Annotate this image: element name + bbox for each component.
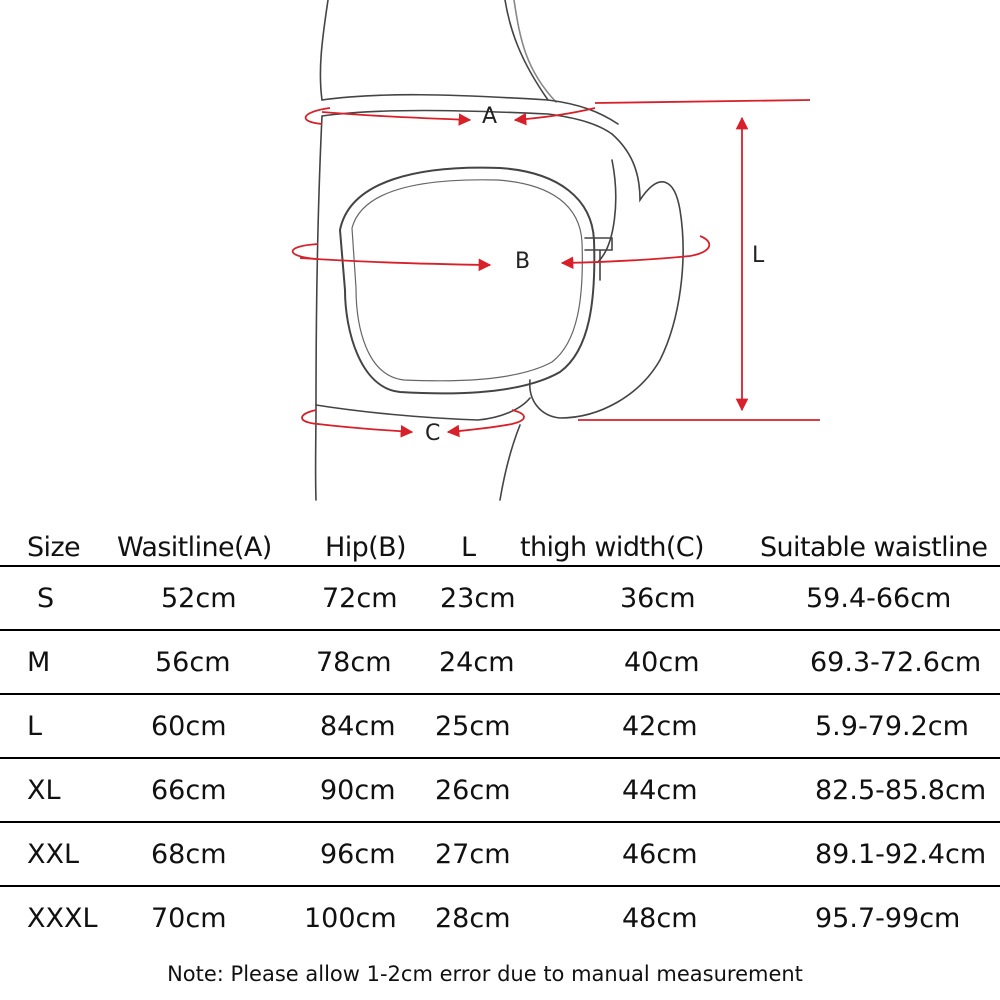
measure-thigh-c (302, 410, 524, 432)
cell-suitable-waistline: 89.1-92.4cm (748, 822, 1000, 886)
cell-thigh-width: 40cm (518, 630, 748, 694)
cell-hip: 96cm (300, 822, 418, 886)
label-b: B (515, 249, 531, 274)
cell-length: 27cm (418, 822, 518, 886)
cell-size: XXXL (27, 902, 98, 934)
table-row (0, 758, 1000, 822)
cell-hip: 100cm (304, 902, 397, 934)
cell-waistline: 56cm (105, 630, 300, 694)
cell-length: 24cm (418, 630, 518, 694)
table-row (0, 822, 1000, 886)
cell-waistline: 68cm (105, 822, 300, 886)
cell-hip: 90cm (300, 758, 418, 822)
cell-suitable-waistline: 59.4-66cm (748, 566, 1000, 630)
cell-length: 23cm (418, 566, 518, 630)
table-row (0, 630, 1000, 694)
cell-length: 28cm (435, 902, 511, 934)
cell-size: XXL (0, 822, 105, 886)
cell-waistline: 60cm (105, 694, 300, 758)
cell-thigh-width: 44cm (518, 758, 748, 822)
garment-outline (316, 0, 684, 500)
measurement-note: Note: Please allow 1-2cm error due to manual measurement (167, 962, 803, 986)
cell-thigh-width: 42cm (518, 694, 748, 758)
cell-suitable-waistline: 5.9-79.2cm (748, 694, 1000, 758)
cell-size: M (0, 630, 105, 694)
measure-hip-b (293, 236, 710, 265)
header-hip: Hip(B) (300, 525, 418, 566)
cell-hip: 72cm (300, 566, 418, 630)
size-chart-table (0, 525, 1000, 949)
table-row (0, 886, 1000, 949)
header-thigh-width: thigh width(C) (518, 525, 748, 566)
label-a: A (482, 104, 498, 129)
cell-waistline: 70cm (151, 902, 227, 934)
cell-hip: 78cm (300, 630, 418, 694)
header-length: L (418, 525, 518, 566)
header-waistline: Wasitline(A) (105, 525, 300, 566)
cell-suitable-waistline: 69.3-72.6cm (748, 630, 1000, 694)
label-c: C (425, 421, 441, 446)
cell-waistline: 66cm (105, 758, 300, 822)
table-row (0, 694, 1000, 758)
cell-thigh-width: 36cm (518, 566, 748, 630)
cell-waistline: 52cm (105, 566, 300, 630)
cell-thigh-width: 46cm (518, 822, 748, 886)
cell-length: 25cm (418, 694, 518, 758)
cell-suitable-waistline: 95.7-99cm (815, 902, 961, 934)
cell-thigh-width: 48cm (622, 902, 698, 934)
cell-size: L (0, 694, 105, 758)
header-size: Size (0, 525, 105, 566)
cell-length: 26cm (418, 758, 518, 822)
cell-size: XL (0, 758, 105, 822)
cell-suitable-waistline: 82.5-85.8cm (748, 758, 1000, 822)
cell-size: S (0, 566, 105, 630)
label-l: L (752, 243, 765, 268)
table-header-row (0, 525, 1000, 566)
table-row (0, 566, 1000, 630)
measure-length-l (578, 118, 820, 420)
header-suitable-waistline: Suitable waistline (748, 525, 1000, 566)
cell-hip: 84cm (300, 694, 418, 758)
